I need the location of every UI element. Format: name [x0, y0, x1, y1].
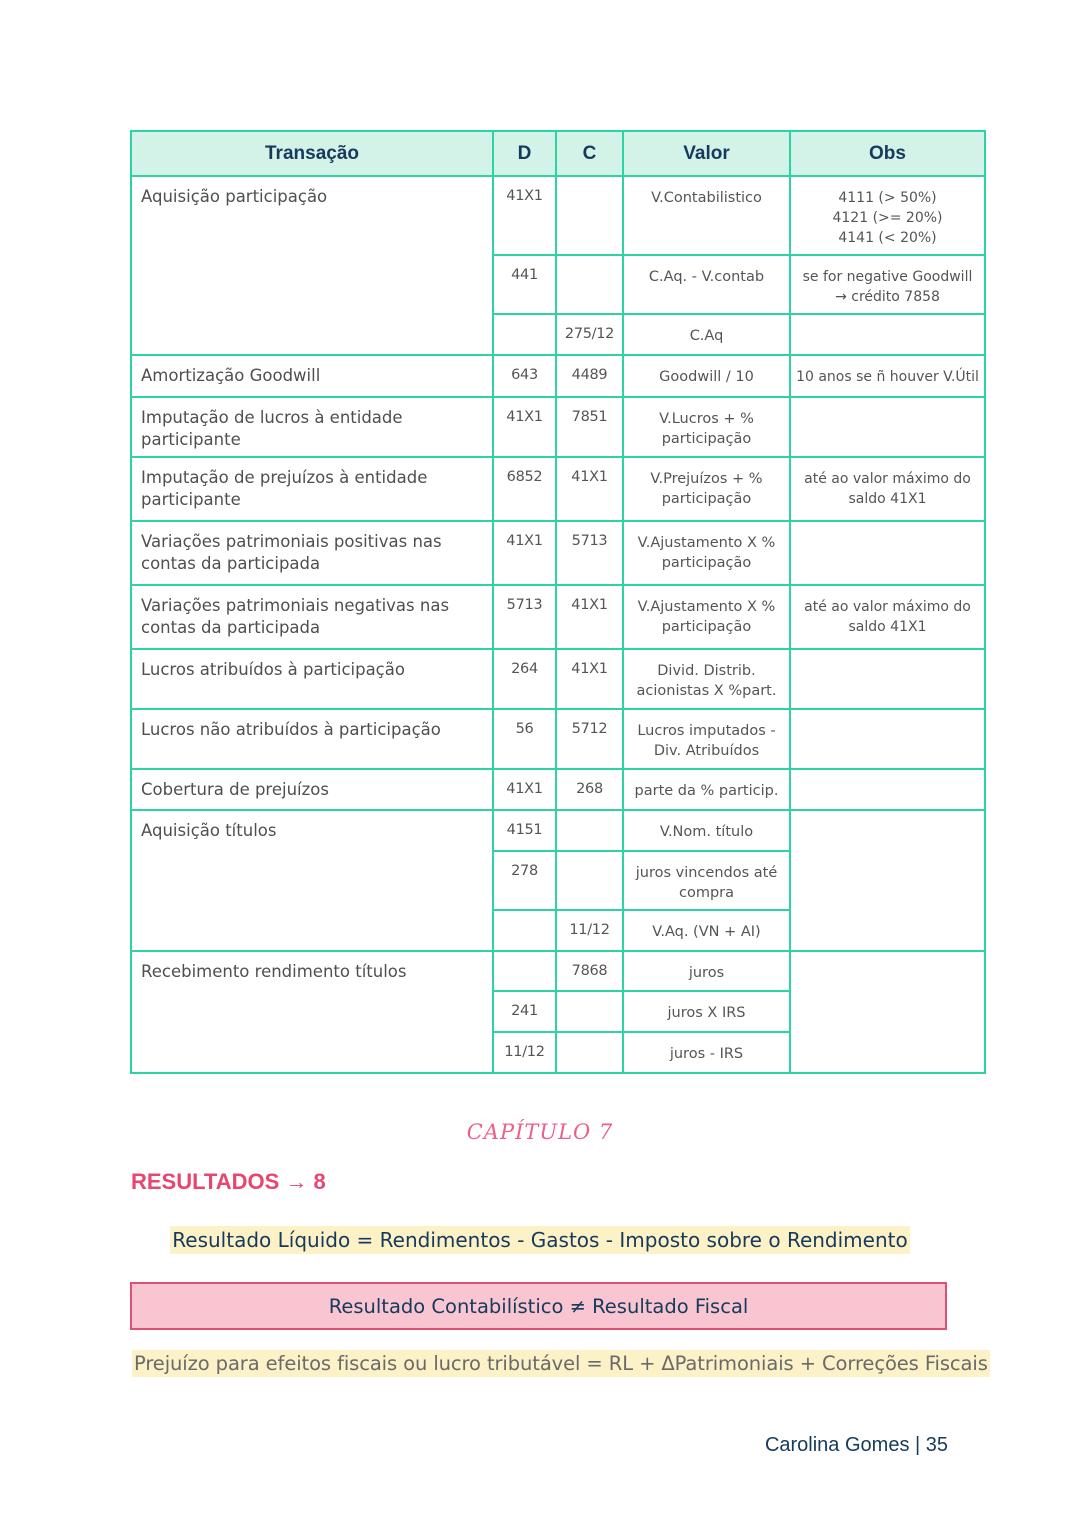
debit-cell: 278 [493, 851, 556, 910]
obs-cell [790, 951, 985, 1073]
debit-cell: 11/12 [493, 1032, 556, 1073]
valor-cell: Goodwill / 10 [623, 355, 790, 397]
valor-cell: V.Lucros + % participação [623, 397, 790, 457]
obs-cell: 4111 (> 50%) 4121 (>= 20%) 4141 (< 20%) [790, 176, 985, 255]
obs-cell [790, 709, 985, 769]
valor-cell: V.Contabilistico [623, 176, 790, 255]
debit-cell: 5713 [493, 585, 556, 649]
transaction-cell: Aquisição participação [131, 176, 493, 355]
header-credit: C [556, 131, 623, 176]
debit-cell: 643 [493, 355, 556, 397]
tax-formula-text: Prejuízo para efeitos fiscais ou lucro tributável = RL + ΔPatrimoniais + Correções Fiscais [134, 1352, 988, 1375]
valor-cell: Lucros imputados - Div. Atribuídos [623, 709, 790, 769]
valor-cell: V.Ajustamento X % participação [623, 521, 790, 585]
credit-cell [556, 176, 623, 255]
debit-cell: 6852 [493, 457, 556, 521]
debit-cell: 41X1 [493, 176, 556, 255]
debit-cell: 41X1 [493, 397, 556, 457]
credit-cell: 275/12 [556, 314, 623, 355]
highlight-box [130, 1282, 947, 1330]
table-row [131, 951, 985, 991]
valor-cell: V.Nom. título [623, 810, 790, 851]
valor-cell: Divid. Distrib. acionistas X %part. [623, 649, 790, 709]
credit-cell: 7851 [556, 397, 623, 457]
header-transacao: Transação [131, 131, 493, 176]
debit-cell: 41X1 [493, 769, 556, 810]
obs-cell [790, 769, 985, 810]
debit-cell: 41X1 [493, 521, 556, 585]
valor-cell: C.Aq. - V.contab [623, 255, 790, 314]
debit-cell [493, 951, 556, 991]
table-row [131, 521, 985, 585]
credit-cell: 41X1 [556, 585, 623, 649]
credit-cell [556, 991, 623, 1032]
tax-formula [132, 1350, 990, 1378]
transaction-cell: Lucros não atribuídos à participação [131, 709, 493, 769]
table-row [131, 457, 985, 521]
credit-cell [556, 851, 623, 910]
page-footer: Carolina Gomes | 35 [764, 1434, 948, 1456]
credit-cell: 11/12 [556, 910, 623, 951]
credit-cell: 41X1 [556, 457, 623, 521]
valor-cell: V.Aq. (VN + AI) [623, 910, 790, 951]
transaction-cell: Imputação de prejuízos à entidade participante [131, 457, 493, 521]
obs-cell: até ao valor máximo do saldo 41X1 [790, 585, 985, 649]
header-obs: Obs [790, 131, 985, 176]
table-row [131, 176, 985, 255]
valor-cell: juros [623, 951, 790, 991]
transaction-cell: Lucros atribuídos à participação [131, 649, 493, 709]
table-row [131, 397, 985, 457]
valor-cell: parte da % particip. [623, 769, 790, 810]
highlight-box-text: Resultado Contabilístico ≠ Resultado Fiscal [328, 1294, 749, 1318]
table-row [131, 585, 985, 649]
transaction-cell: Variações patrimoniais positivas nas contas da participada [131, 521, 493, 585]
transaction-cell: Cobertura de prejuízos [131, 769, 493, 810]
transaction-cell: Variações patrimoniais negativas nas contas da participada [131, 585, 493, 649]
header-debit: D [493, 131, 556, 176]
table-row [131, 355, 985, 397]
obs-cell: se for negative Goodwill → crédito 7858 [790, 255, 985, 314]
credit-cell: 268 [556, 769, 623, 810]
debit-cell: 241 [493, 991, 556, 1032]
transaction-cell: Recebimento rendimento títulos [131, 951, 493, 1073]
credit-cell: 41X1 [556, 649, 623, 709]
obs-cell: 10 anos se ñ houver V.Útil [790, 355, 985, 397]
accounting-entries-table [130, 130, 986, 1074]
obs-cell [790, 521, 985, 585]
chapter-heading: CAPÍTULO 7 [466, 1120, 614, 1144]
obs-cell [790, 649, 985, 709]
debit-cell: 56 [493, 709, 556, 769]
credit-cell [556, 810, 623, 851]
valor-cell: V.Prejuízos + % participação [623, 457, 790, 521]
valor-cell: juros X IRS [623, 991, 790, 1032]
valor-cell: juros vincendos até compra [623, 851, 790, 910]
obs-cell: até ao valor máximo do saldo 41X1 [790, 457, 985, 521]
table-row [131, 769, 985, 810]
table-row [131, 810, 985, 851]
debit-cell: 4151 [493, 810, 556, 851]
obs-cell [790, 810, 985, 951]
table-row [131, 649, 985, 709]
debit-cell: 441 [493, 255, 556, 314]
obs-cell [790, 314, 985, 355]
credit-cell: 5713 [556, 521, 623, 585]
valor-cell: C.Aq [623, 314, 790, 355]
net-result-formula [0, 1226, 1080, 1254]
table-row [131, 709, 985, 769]
transaction-cell: Amortização Goodwill [131, 355, 493, 397]
transaction-cell: Aquisição títulos [131, 810, 493, 951]
valor-cell: juros - IRS [623, 1032, 790, 1073]
credit-cell [556, 255, 623, 314]
transaction-cell: Imputação de lucros à entidade participante [131, 397, 493, 457]
debit-cell [493, 314, 556, 355]
net-result-formula-text: Resultado Líquido = Rendimentos - Gastos - Imposto sobre o Rendimento [172, 1228, 908, 1252]
credit-cell: 4489 [556, 355, 623, 397]
credit-cell: 5712 [556, 709, 623, 769]
debit-cell: 264 [493, 649, 556, 709]
obs-cell [790, 397, 985, 457]
header-valor: Valor [623, 131, 790, 176]
credit-cell: 7868 [556, 951, 623, 991]
debit-cell [493, 910, 556, 951]
section-title: RESULTADOS → 8 [131, 1169, 326, 1194]
credit-cell [556, 1032, 623, 1073]
valor-cell: V.Ajustamento X % participação [623, 585, 790, 649]
